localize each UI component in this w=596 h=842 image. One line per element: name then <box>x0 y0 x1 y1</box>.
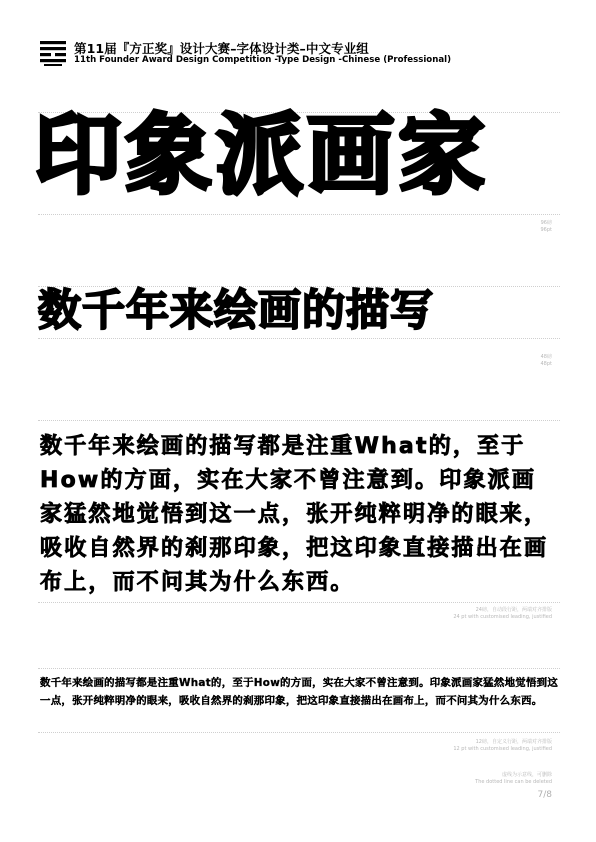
founder-logo-icon <box>40 40 66 66</box>
guide-line <box>38 602 560 603</box>
heading-sample-48pt: 数千年来绘画的描写 <box>38 286 434 336</box>
guide-line <box>38 214 560 215</box>
size-note-cn: 96磅 <box>540 220 552 226</box>
size-note-en: 24 pt with customised leading, justified <box>453 614 552 620</box>
page-number: 7/8 <box>537 790 552 800</box>
page-header <box>40 38 560 68</box>
body-sample-12pt: 数千年来绘画的描写都是注重What的，至于How的方面，实在大家不曾注意到。印象派画家猛然地觉悟到这一点，张开纯粹明净的眼来，吸收自然界的刹那印象，把这印象直接描出在画布上，而不问其为什么东西。 <box>40 677 559 707</box>
footnote-cn: 虚线为示意线，可删除 <box>501 772 552 778</box>
guide-line <box>38 732 560 733</box>
size-note-48pt <box>541 354 553 368</box>
dotted-line-footnote <box>475 772 552 786</box>
body-sample-24pt: 数千年来绘画的描写都是注重What的，至于How的方面，实在大家不曾注意到。印象派画家猛然地觉悟到这一点，张开纯粹明净的眼来，吸收自然界的刹那印象，把这印象直接描出在画布上，而不问其为什么东西。 <box>40 434 549 595</box>
footnote-en: The dotted line can be deleted <box>475 779 552 785</box>
guide-line <box>38 338 560 339</box>
size-note-en: 48pt <box>540 361 552 367</box>
size-note-en: 12 pt with customised leading, justified <box>453 746 552 752</box>
competition-title: 第11届『方正奖』设计大赛–字体设计类–中文专业组 <box>74 41 369 56</box>
size-note-96pt <box>541 220 553 234</box>
size-note-12pt <box>453 739 552 753</box>
display-sample-96pt: 印象派画家 <box>34 104 489 206</box>
guide-line <box>38 668 560 669</box>
competition-subtitle: 11th Founder Award Design Competition -Type Design -Chinese (Professional) <box>74 55 451 65</box>
size-note-cn: 12磅，自定义行距，两端对齐排版 <box>475 739 552 745</box>
size-note-24pt <box>453 607 552 621</box>
size-note-cn: 48磅 <box>540 354 552 360</box>
guide-line <box>38 420 560 421</box>
size-note-en: 96pt <box>540 227 552 233</box>
size-note-cn: 24磅，自动段行距，两端对齐排版 <box>475 607 552 613</box>
